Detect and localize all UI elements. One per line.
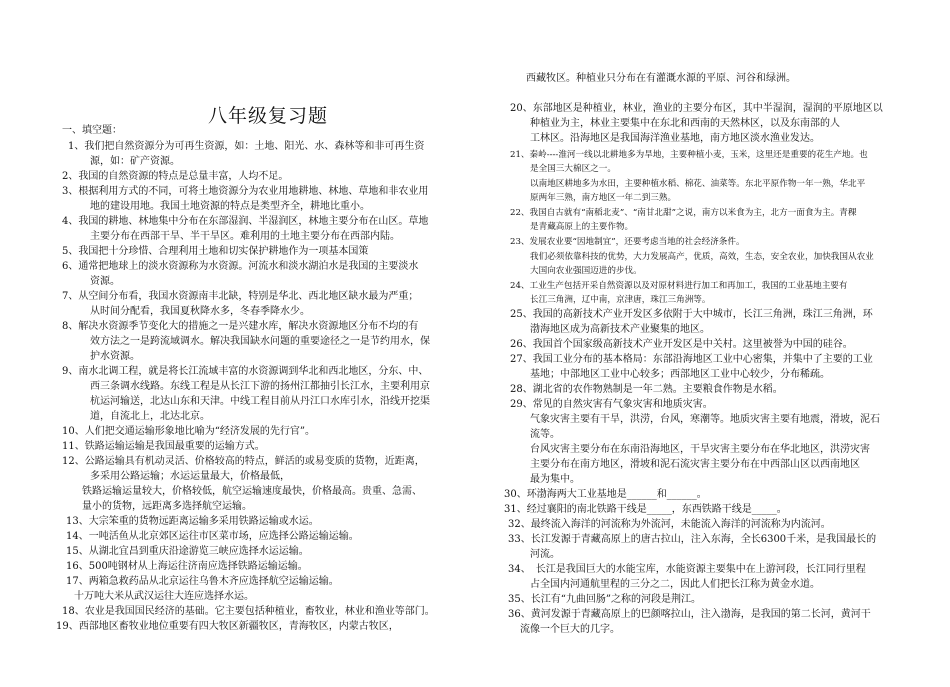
right-text-line: 以南地区耕地多为水田，主要种植水稻、棉花、油菜等。东北平原作物一年一熟，华北平 bbox=[530, 179, 866, 189]
left-text-line: 地的建设用地。我国土地资源的特点是类型齐全，耕地比重小。 bbox=[90, 201, 370, 212]
left-text-line: 11、铁路运输运输是我国最重要的运输方式。 bbox=[62, 441, 265, 452]
left-text-line: 7、从空间分布看，我国水资源南丰北缺，特别是华北、西北地区缺水最为严重； bbox=[62, 291, 419, 302]
right-text-line: 渤海地区成为高新技术产业聚集的地区。 bbox=[530, 324, 710, 335]
right-text-line: 27、我国工业分布的基本格局：东部沿海地区工业中心密集，并集中了主要的工业 bbox=[510, 354, 873, 365]
right-text-line: 28、湖北省的农作物熟制是一年二熟。主要粮食作物是水稻。 bbox=[510, 384, 783, 395]
right-text-line: 26、我国首个国家级高新技术产业开发区是中关村。这里被誉为中国的硅谷。 bbox=[510, 339, 853, 350]
left-text-line: 12、公路运输具有机动灵活、价格较高的特点，鲜活的或易变质的货物，近距离， bbox=[62, 456, 425, 467]
right-text-line: 23、发展农业要“因地制宜”，还要考虑当地的社会经济条件。 bbox=[510, 237, 745, 247]
left-text-line: 10、人们把交通运输形象地比喻为“经济发展的先行官”。 bbox=[62, 426, 315, 437]
right-text-line: 30、环渤海两大工业基地是______和______。 bbox=[504, 489, 707, 500]
left-text-line: 3、根据利用方式的不同，可将土地资源分为农业用地耕地、林地、草地和非农业用 bbox=[62, 186, 429, 197]
right-text-line: 32、最终流入海洋的河流称为外流河，未能流入海洋的河流称为内流河。 bbox=[508, 519, 831, 530]
left-text-line: 15、从湖北宜昌到重庆沿途游览三峡应选择水运运输。 bbox=[66, 546, 309, 557]
right-text-line: 最为集中。 bbox=[530, 474, 580, 485]
left-text-line: 14、一吨活鱼从北京郊区运往市区菜市场，应选择公路运输运输。 bbox=[66, 531, 359, 542]
right-text-line: 35、长江有“九曲回肠”之称的河段是荆江。 bbox=[508, 594, 701, 605]
right-text-line: 是青藏高原上的主要作物。 bbox=[530, 222, 634, 232]
right-text-line: 24、工业生产包括开采自然资源以及对原材料进行加工和再加工，我国的工业基地主要有 bbox=[510, 281, 848, 291]
left-text-line: 道，自流北上，北达北京。 bbox=[90, 411, 210, 422]
left-text-line: 18、农业是我国国民经济的基础。它主要包括种植业，畜牧业，林业和渔业等部门。 bbox=[62, 606, 435, 617]
right-text-line: 基地；中部地区工业中心较多；西部地区工业中心较少，分布稀疏。 bbox=[530, 369, 830, 380]
left-text-line: 2、我国的自然资源的特点是总量丰富，人均不足。 bbox=[62, 171, 289, 182]
right-text-line: 占全国内河通航里程的三分之二，因此人们把长江称为黄金水道。 bbox=[530, 579, 820, 590]
left-text-line: 十万吨大米从武汉运往大连应选择水运。 bbox=[74, 591, 254, 602]
right-text-line: 大国向农业强国迈进的步伐。 bbox=[530, 266, 642, 276]
right-text-line: 29、常见的自然灾害有气象灾害和地质灾害。 bbox=[510, 399, 713, 410]
right-text-line: 31、经过襄阳的南北铁路干线是_____，东西铁路干线是_____。 bbox=[504, 504, 787, 515]
left-text-line: 17、两箱急救药品从北京运往乌鲁木齐应选择航空运输运输。 bbox=[66, 576, 339, 587]
left-text-line: 8、解决水资源季节变化大的措施之一是兴建水库，解决水资源地区分布不均的有 bbox=[62, 321, 419, 332]
right-text-line: 33、长江发源于青藏高原上的唐古拉山，注入东海，全长6300千米，是我国最长的 bbox=[508, 534, 877, 545]
left-text-line: 一、填空题： bbox=[62, 125, 122, 136]
left-text-line: 16、500吨钢材从上海运往济南应选择铁路运输运输。 bbox=[66, 561, 308, 572]
left-text-line: 多采用公路运输；水运运量最大，价格最低， bbox=[90, 471, 290, 482]
left-text-line: 源，如：矿产资源。 bbox=[90, 156, 180, 167]
right-text-line: 20、东部地区是种植业，林业，渔业的主要分布区，其中半湿润，湿润的平原地区以 bbox=[510, 103, 883, 114]
left-text-line: 19、西部地区畜牧业地位重要有四大牧区新疆牧区，青海牧区，内蒙古牧区， bbox=[56, 621, 399, 632]
right-text-line: 台风灾害主要分布在东南沿海地区，干旱灾害主要分布在华北地区，洪涝灾害 bbox=[530, 444, 870, 455]
right-text-line: 西藏牧区。种植业只分布在有灌溉水源的平原、河谷和绿洲。 bbox=[526, 73, 796, 84]
left-text-line: 资源。 bbox=[90, 276, 120, 287]
left-text-line: 13、大宗笨重的货物远距离运输多采用铁路运输或水运。 bbox=[66, 516, 319, 527]
page-title: 八年级复习题 bbox=[208, 105, 329, 127]
left-text-line: 1、我们把自然资源分为可再生资源，如：土地、阳光、水、森林等和非可再生资 bbox=[68, 141, 425, 152]
right-text-line: 22、我国自古就有“南稻北麦”、“南甘北甜”之说，南方以米食为主，北方一面食为主。青稞 bbox=[510, 208, 857, 218]
left-text-line: 6、通常把地球上的淡水资源称为水资源。河流水和淡水湖泊水是我国的主要淡水 bbox=[62, 261, 419, 272]
left-text-line: 效方法之一是跨流域调水。解决我国缺水问题的重要途径之一是节约用水，保 bbox=[90, 336, 430, 347]
right-text-line: 原两年三熟，南方地区一年二到三熟。 bbox=[530, 193, 677, 203]
left-text-line: 9、南水北调工程，就是将长江流域丰富的水资源调到华北和西北地区，分东、中、 bbox=[62, 366, 429, 377]
left-text-line: 5、我国把十分珍惜、合理利用土地和切实保护耕地作为一项基本国策 bbox=[62, 246, 369, 257]
left-text-line: 西三条调水线路。东线工程是从长江下游的扬州江都抽引长江水，主要利用京 bbox=[90, 381, 430, 392]
right-text-line: 工林区。沿海地区是我国海洋渔业基地，南方地区淡水渔业发达。 bbox=[530, 133, 820, 144]
right-text-line: 是全国三大棉区之一。 bbox=[530, 164, 616, 174]
left-text-line: 4、我国的耕地、林地集中分布在东部湿润、半湿润区，林地主要分布在山区。草地 bbox=[62, 216, 429, 227]
left-text-line: 主要分布在西部干旱、半干旱区。难利用的土地主要分布在西部内陆。 bbox=[90, 231, 400, 242]
right-text-line: 流像一个巨大的几字。 bbox=[520, 624, 620, 635]
left-text-line: 从时间分配看，我国夏秋降水多，冬春季降水少。 bbox=[90, 306, 310, 317]
right-text-line: 河流。 bbox=[530, 549, 560, 560]
right-text-line: 21、秦岭----淮河一线以北耕地多为旱地，主要种植小麦，玉米，这里还是重要的花生产地。也 bbox=[510, 150, 868, 160]
left-text-line: 杭运河输送，北达山东和天津。中线工程目前从丹江口水库引水，沿线开挖渠 bbox=[90, 396, 430, 407]
right-text-line: 我们必须依靠科技的优势，大力发展高产，优质，高效，生态，安全农业，加快我国从农业 bbox=[530, 252, 874, 262]
right-text-line: 34、 长江是我国巨大的水能宝库，水能资源主要集中在上游河段，长江同行里程 bbox=[508, 564, 866, 575]
left-text-line: 铁路运输运量较大，价格较低，航空运输速度最快，价格最高。贵重、急需、 bbox=[82, 486, 422, 497]
right-text-line: 流等。 bbox=[530, 429, 560, 440]
right-text-line: 气象灾害主要有干旱，洪涝，台风，寒潮等。地质灾害主要有地震，滑坡，泥石 bbox=[530, 414, 880, 425]
left-text-line: 护水资源。 bbox=[90, 351, 140, 362]
right-text-line: 长江三角洲，辽中南，京津唐，珠江三角洲等。 bbox=[530, 295, 711, 305]
right-text-line: 主要分布在南方地区，滑坡和泥石流灾害主要分布在中西部山区以西南地区 bbox=[530, 459, 860, 470]
left-text-line: 量小的货物，远距离多选择航空运输。 bbox=[82, 501, 252, 512]
right-text-line: 种植业为主，林业主要集中在东北和西南的天然林区，以及东南部的人 bbox=[530, 118, 840, 129]
right-text-line: 36、黄河发源于青藏高原上的巴颜喀拉山，注入渤海，是我国的第二长河，黄河干 bbox=[508, 609, 871, 620]
right-text-line: 25、我国的高新技术产业开发区多依附于大中城市，长江三角洲，珠江三角洲，环 bbox=[510, 309, 873, 320]
